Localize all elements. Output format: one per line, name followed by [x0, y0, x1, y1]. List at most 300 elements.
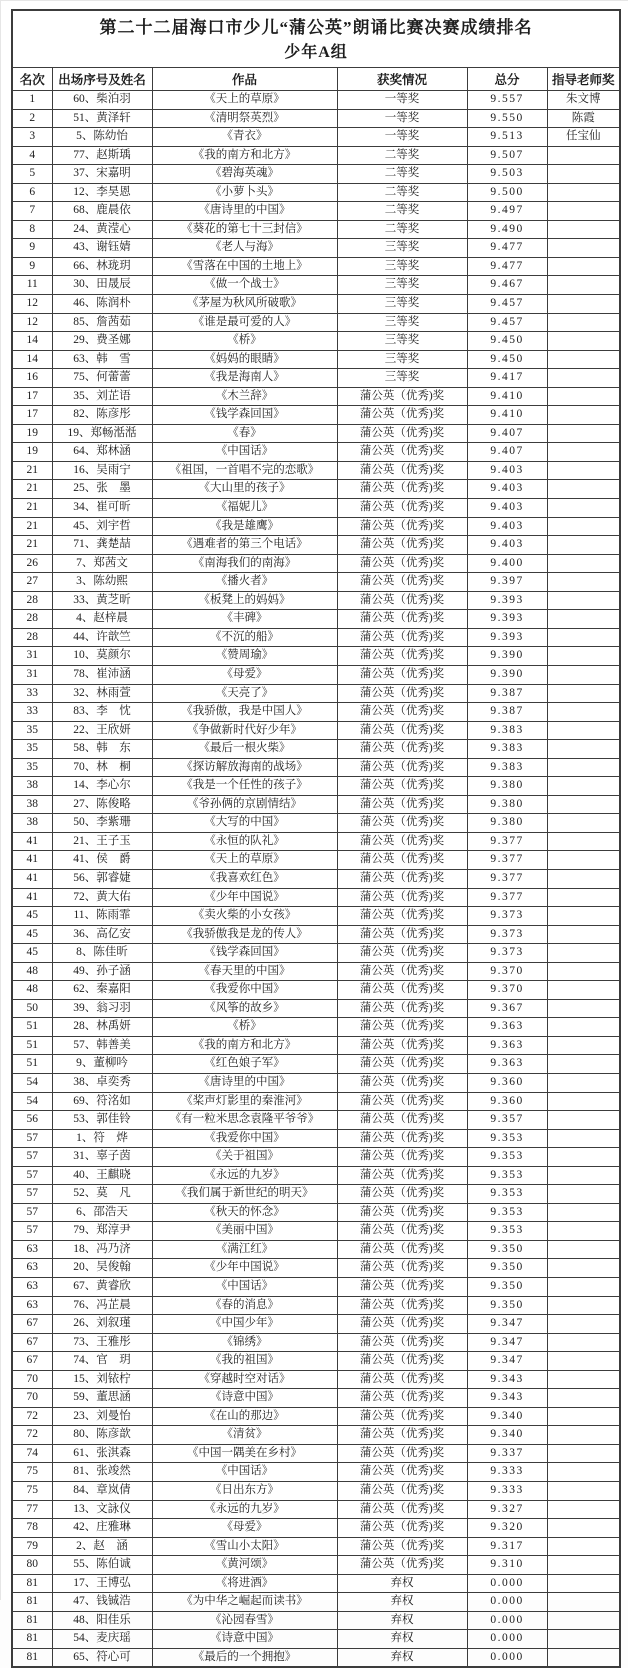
cell-entry: 31、辜子茵 — [52, 1148, 152, 1167]
cell-award: 蒲公英（优秀)奖 — [337, 1426, 467, 1445]
table-row — [12, 1389, 620, 1408]
column-header-teacher: 指导老师奖 — [547, 68, 620, 91]
cell-entry: 47、钱铖浩 — [52, 1593, 152, 1612]
cell-work: 《板凳上的妈妈》 — [152, 591, 337, 610]
cell-teacher — [547, 740, 620, 759]
cell-work: 《在山的那边》 — [152, 1407, 337, 1426]
table-row — [12, 1111, 620, 1130]
cell-rank: 38 — [12, 814, 52, 833]
cell-entry: 71、龚楚喆 — [52, 536, 152, 555]
cell-award: 蒲公英（优秀)奖 — [337, 443, 467, 462]
cell-work: 《少年中国说》 — [152, 1259, 337, 1278]
cell-work: 《关于祖国》 — [152, 1148, 337, 1167]
cell-score: 9.353 — [467, 1129, 547, 1148]
cell-work: 《天上的草原》 — [152, 851, 337, 870]
table-row — [12, 869, 620, 888]
cell-award: 二等奖 — [337, 146, 467, 165]
cell-teacher — [547, 591, 620, 610]
cell-award: 蒲公英（优秀)奖 — [337, 480, 467, 499]
table-row — [12, 1166, 620, 1185]
cell-rank: 45 — [12, 925, 52, 944]
cell-score: 9.403 — [467, 461, 547, 480]
cell-entry: 62、秦嘉阳 — [52, 981, 152, 1000]
cell-teacher — [547, 814, 620, 833]
table-row — [12, 276, 620, 295]
cell-work: 《少年中国说》 — [152, 888, 337, 907]
cell-work: 《我的祖国》 — [152, 1352, 337, 1371]
cell-award: 蒲公英（优秀)奖 — [337, 536, 467, 555]
cell-award: 蒲公英（优秀)奖 — [337, 406, 467, 425]
cell-award: 蒲公英（优秀)奖 — [337, 777, 467, 796]
cell-score: 9.457 — [467, 313, 547, 332]
cell-rank: 51 — [12, 1018, 52, 1037]
cell-teacher — [547, 499, 620, 518]
cell-work: 《永恒的队礼》 — [152, 832, 337, 851]
cell-award: 二等奖 — [337, 183, 467, 202]
table-row — [12, 1556, 620, 1575]
cell-score: 9.397 — [467, 573, 547, 592]
cell-score: 9.350 — [467, 1278, 547, 1297]
cell-award: 蒲公英（优秀)奖 — [337, 925, 467, 944]
cell-rank: 2 — [12, 109, 52, 128]
cell-entry: 25、张 墨 — [52, 480, 152, 499]
cell-award: 二等奖 — [337, 165, 467, 184]
table-row — [12, 313, 620, 332]
cell-entry: 44、许歆竺 — [52, 628, 152, 647]
cell-rank: 21 — [12, 517, 52, 536]
cell-teacher — [547, 1129, 620, 1148]
table-row — [12, 165, 620, 184]
cell-award: 蒲公英（优秀)奖 — [337, 795, 467, 814]
table-row — [12, 109, 620, 128]
cell-entry: 76、冯芷晨 — [52, 1296, 152, 1315]
table-row — [12, 1370, 620, 1389]
cell-award: 蒲公英（优秀)奖 — [337, 999, 467, 1018]
cell-award: 蒲公英（优秀)奖 — [337, 628, 467, 647]
cell-award: 蒲公英（优秀)奖 — [337, 1463, 467, 1482]
table-row — [12, 1593, 620, 1612]
cell-award: 三等奖 — [337, 350, 467, 369]
cell-teacher — [547, 239, 620, 258]
cell-rank: 17 — [12, 406, 52, 425]
cell-teacher — [547, 907, 620, 926]
cell-rank: 16 — [12, 369, 52, 388]
cell-teacher — [547, 1352, 620, 1371]
cell-award: 蒲公英（优秀)奖 — [337, 499, 467, 518]
cell-work: 《我是海南人》 — [152, 369, 337, 388]
cell-teacher — [547, 1537, 620, 1556]
cell-score: 9.550 — [467, 109, 547, 128]
cell-award: 蒲公英（优秀)奖 — [337, 832, 467, 851]
cell-work: 《风筝的故乡》 — [152, 999, 337, 1018]
cell-work: 《秋天的怀念》 — [152, 1203, 337, 1222]
cell-teacher — [547, 424, 620, 443]
cell-entry: 39、翁习羽 — [52, 999, 152, 1018]
cell-score: 9.380 — [467, 777, 547, 796]
cell-work: 《葵花的第七十三封信》 — [152, 220, 337, 239]
cell-work: 《老人与海》 — [152, 239, 337, 258]
cell-award: 三等奖 — [337, 239, 467, 258]
cell-award: 蒲公英（优秀)奖 — [337, 1482, 467, 1501]
table-row — [12, 517, 620, 536]
cell-award: 蒲公英（优秀)奖 — [337, 1148, 467, 1167]
cell-teacher — [547, 777, 620, 796]
cell-score: 9.353 — [467, 1203, 547, 1222]
cell-entry: 41、侯 爵 — [52, 851, 152, 870]
cell-award: 蒲公英（优秀)奖 — [337, 851, 467, 870]
table-row — [12, 907, 620, 926]
cell-rank: 81 — [12, 1593, 52, 1612]
cell-teacher — [547, 1240, 620, 1259]
document-title-cell — [12, 10, 620, 68]
cell-award: 蒲公英（优秀)奖 — [337, 944, 467, 963]
cell-work: 《我爱你中国》 — [152, 1129, 337, 1148]
cell-teacher — [547, 1111, 620, 1130]
cell-entry: 28、林禹妍 — [52, 1018, 152, 1037]
cell-entry: 84、章岚倩 — [52, 1482, 152, 1501]
cell-score: 9.353 — [467, 1222, 547, 1241]
cell-teacher — [547, 220, 620, 239]
table-row — [12, 1092, 620, 1111]
cell-award: 蒲公英（优秀)奖 — [337, 424, 467, 443]
cell-award: 三等奖 — [337, 332, 467, 351]
cell-teacher — [547, 1018, 620, 1037]
cell-rank: 57 — [12, 1148, 52, 1167]
cell-score: 9.393 — [467, 610, 547, 629]
cell-work: 《争做新时代好少年》 — [152, 721, 337, 740]
cell-award: 蒲公英（优秀)奖 — [337, 869, 467, 888]
table-row — [12, 573, 620, 592]
cell-work: 《我是一个任性的孩子》 — [152, 777, 337, 796]
cell-award: 蒲公英（优秀)奖 — [337, 1018, 467, 1037]
cell-entry: 64、郑林涵 — [52, 443, 152, 462]
cell-work: 《为中华之崛起而读书》 — [152, 1593, 337, 1612]
cell-entry: 63、韩 雪 — [52, 350, 152, 369]
cell-rank: 63 — [12, 1259, 52, 1278]
cell-award: 二等奖 — [337, 220, 467, 239]
table-row — [12, 461, 620, 480]
cell-entry: 80、陈彦歆 — [52, 1426, 152, 1445]
cell-award: 蒲公英（优秀)奖 — [337, 1333, 467, 1352]
cell-teacher — [547, 1315, 620, 1334]
cell-award: 蒲公英（优秀)奖 — [337, 1240, 467, 1259]
cell-score: 9.407 — [467, 424, 547, 443]
cell-teacher — [547, 1630, 620, 1649]
cell-score: 9.377 — [467, 851, 547, 870]
cell-rank: 21 — [12, 480, 52, 499]
cell-work: 《美丽中国》 — [152, 1222, 337, 1241]
cell-entry: 82、陈彦彤 — [52, 406, 152, 425]
cell-entry: 46、陈润朴 — [52, 295, 152, 314]
cell-score: 0.000 — [467, 1593, 547, 1612]
cell-award: 蒲公英（优秀)奖 — [337, 962, 467, 981]
cell-award: 蒲公英（优秀)奖 — [337, 814, 467, 833]
cell-rank: 81 — [12, 1648, 52, 1667]
cell-work: 《永远的九岁》 — [152, 1500, 337, 1519]
cell-teacher — [547, 1278, 620, 1297]
cell-entry: 50、李紫珊 — [52, 814, 152, 833]
table-header-row — [12, 68, 620, 91]
cell-entry: 6、邵浩天 — [52, 1203, 152, 1222]
cell-entry: 2、赵 涵 — [52, 1537, 152, 1556]
cell-work: 《做一个战士》 — [152, 276, 337, 295]
cell-score: 9.450 — [467, 332, 547, 351]
cell-teacher — [547, 536, 620, 555]
cell-rank: 54 — [12, 1073, 52, 1092]
cell-rank: 72 — [12, 1407, 52, 1426]
cell-teacher — [547, 1148, 620, 1167]
cell-award: 蒲公英（优秀)奖 — [337, 1036, 467, 1055]
cell-award: 蒲公英（优秀)奖 — [337, 1296, 467, 1315]
cell-score: 9.497 — [467, 202, 547, 221]
cell-teacher — [547, 202, 620, 221]
cell-award: 蒲公英（优秀)奖 — [337, 1556, 467, 1575]
cell-rank: 63 — [12, 1278, 52, 1297]
cell-rank: 4 — [12, 146, 52, 165]
cell-rank: 67 — [12, 1333, 52, 1352]
cell-award: 蒲公英（优秀)奖 — [337, 647, 467, 666]
cell-work: 《最后的一个拥抱》 — [152, 1648, 337, 1667]
cell-teacher — [547, 1407, 620, 1426]
cell-rank: 48 — [12, 962, 52, 981]
cell-entry: 40、王麒晓 — [52, 1166, 152, 1185]
cell-teacher — [547, 1296, 620, 1315]
table-row — [12, 128, 620, 147]
cell-score: 9.377 — [467, 832, 547, 851]
cell-rank: 77 — [12, 1500, 52, 1519]
cell-work: 《我骄傲，我是中国人》 — [152, 703, 337, 722]
cell-work: 《唐诗里的中国》 — [152, 202, 337, 221]
cell-work: 《天亮了》 — [152, 684, 337, 703]
cell-teacher — [547, 1092, 620, 1111]
table-row — [12, 1185, 620, 1204]
cell-award: 蒲公英（优秀)奖 — [337, 1166, 467, 1185]
cell-teacher — [547, 1500, 620, 1519]
cell-score: 9.327 — [467, 1500, 547, 1519]
cell-score: 9.387 — [467, 703, 547, 722]
cell-score: 9.557 — [467, 91, 547, 110]
cell-rank: 41 — [12, 869, 52, 888]
cell-rank: 35 — [12, 721, 52, 740]
cell-teacher — [547, 1333, 620, 1352]
cell-teacher — [547, 1055, 620, 1074]
cell-teacher — [547, 295, 620, 314]
cell-score: 9.333 — [467, 1463, 547, 1482]
table-row — [12, 332, 620, 351]
column-header-rank: 名次 — [12, 68, 52, 91]
cell-score: 9.390 — [467, 665, 547, 684]
cell-work: 《穿越时空对话》 — [152, 1370, 337, 1389]
cell-award: 蒲公英（优秀)奖 — [337, 684, 467, 703]
cell-rank: 45 — [12, 944, 52, 963]
cell-work: 《锦绣》 — [152, 1333, 337, 1352]
cell-teacher — [547, 795, 620, 814]
cell-rank: 38 — [12, 777, 52, 796]
cell-award: 蒲公英（优秀)奖 — [337, 1203, 467, 1222]
cell-teacher — [547, 1463, 620, 1482]
cell-work: 《茅屋为秋风所破歌》 — [152, 295, 337, 314]
cell-entry: 66、林珑玥 — [52, 257, 152, 276]
cell-teacher — [547, 1648, 620, 1667]
cell-work: 《红色娘子军》 — [152, 1055, 337, 1074]
cell-score: 9.337 — [467, 1444, 547, 1463]
cell-rank: 57 — [12, 1166, 52, 1185]
cell-rank: 72 — [12, 1426, 52, 1445]
table-row — [12, 1296, 620, 1315]
cell-rank: 48 — [12, 981, 52, 1000]
cell-teacher — [547, 1259, 620, 1278]
cell-score: 9.467 — [467, 276, 547, 295]
cell-score: 9.373 — [467, 925, 547, 944]
cell-rank: 50 — [12, 999, 52, 1018]
cell-score: 9.507 — [467, 146, 547, 165]
table-row — [12, 424, 620, 443]
column-header-score: 总分 — [467, 68, 547, 91]
cell-work: 《诗意中国》 — [152, 1630, 337, 1649]
cell-work: 《满江红》 — [152, 1240, 337, 1259]
table-row — [12, 814, 620, 833]
cell-entry: 73、王雅彤 — [52, 1333, 152, 1352]
cell-entry: 42、庄雅琳 — [52, 1519, 152, 1538]
page-subtitle: 少年A组 — [284, 44, 348, 61]
cell-rank: 28 — [12, 610, 52, 629]
cell-teacher — [547, 1574, 620, 1593]
table-row — [12, 1018, 620, 1037]
cell-entry: 36、高亿安 — [52, 925, 152, 944]
table-row — [12, 202, 620, 221]
cell-score: 9.393 — [467, 591, 547, 610]
cell-rank: 31 — [12, 665, 52, 684]
cell-award: 蒲公英（优秀)奖 — [337, 1055, 467, 1074]
cell-score: 9.350 — [467, 1296, 547, 1315]
cell-entry: 78、崔沛涵 — [52, 665, 152, 684]
cell-rank: 14 — [12, 350, 52, 369]
cell-work: 《我骄傲我是龙的传人》 — [152, 925, 337, 944]
cell-work: 《木兰辞》 — [152, 387, 337, 406]
cell-award: 蒲公英（优秀)奖 — [337, 758, 467, 777]
table-row — [12, 851, 620, 870]
cell-rank: 12 — [12, 313, 52, 332]
cell-rank: 51 — [12, 1036, 52, 1055]
cell-work: 《播火者》 — [152, 573, 337, 592]
cell-score: 9.380 — [467, 795, 547, 814]
cell-work: 《谁是最可爱的人》 — [152, 313, 337, 332]
cell-score: 9.340 — [467, 1407, 547, 1426]
cell-rank: 51 — [12, 1055, 52, 1074]
cell-score: 9.450 — [467, 350, 547, 369]
title-row — [12, 10, 620, 68]
table-row — [12, 1611, 620, 1630]
cell-award: 三等奖 — [337, 257, 467, 276]
cell-teacher — [547, 925, 620, 944]
cell-teacher — [547, 313, 620, 332]
cell-score: 9.380 — [467, 814, 547, 833]
cell-entry: 68、鹿晨依 — [52, 202, 152, 221]
cell-award: 弃权 — [337, 1648, 467, 1667]
cell-teacher — [547, 703, 620, 722]
table-row — [12, 591, 620, 610]
table-row — [12, 721, 620, 740]
cell-rank: 3 — [12, 128, 52, 147]
cell-rank: 45 — [12, 907, 52, 926]
page-title: 第二十二届海口市少儿“蒲公英”朗诵比赛决赛成绩排名 — [99, 18, 533, 37]
cell-rank: 33 — [12, 684, 52, 703]
cell-work: 《春天里的中国》 — [152, 962, 337, 981]
cell-award: 蒲公英（优秀)奖 — [337, 1111, 467, 1130]
cell-teacher — [547, 146, 620, 165]
cell-score: 9.410 — [467, 387, 547, 406]
cell-rank: 35 — [12, 758, 52, 777]
cell-award: 蒲公英（优秀)奖 — [337, 1370, 467, 1389]
cell-work: 《南海我们的南海》 — [152, 554, 337, 573]
cell-score: 9.393 — [467, 628, 547, 647]
cell-rank: 17 — [12, 387, 52, 406]
cell-score: 9.353 — [467, 1185, 547, 1204]
cell-award: 蒲公英（优秀)奖 — [337, 703, 467, 722]
cell-score: 9.320 — [467, 1519, 547, 1538]
cell-score: 9.310 — [467, 1556, 547, 1575]
cell-work: 《我爱你中国》 — [152, 981, 337, 1000]
cell-rank: 5 — [12, 165, 52, 184]
table-row — [12, 91, 620, 110]
cell-teacher — [547, 888, 620, 907]
cell-teacher — [547, 1556, 620, 1575]
cell-rank: 78 — [12, 1519, 52, 1538]
cell-award: 一等奖 — [337, 91, 467, 110]
cell-rank: 57 — [12, 1222, 52, 1241]
cell-score: 9.513 — [467, 128, 547, 147]
table-row — [12, 925, 620, 944]
cell-rank: 28 — [12, 591, 52, 610]
cell-entry: 52、莫 凡 — [52, 1185, 152, 1204]
cell-score: 9.317 — [467, 1537, 547, 1556]
cell-teacher — [547, 721, 620, 740]
cell-entry: 72、黄大佑 — [52, 888, 152, 907]
cell-work: 《日出东方》 — [152, 1482, 337, 1501]
table-row — [12, 740, 620, 759]
cell-rank: 63 — [12, 1296, 52, 1315]
cell-score: 9.477 — [467, 239, 547, 258]
table-row — [12, 239, 620, 258]
cell-award: 弃权 — [337, 1574, 467, 1593]
cell-score: 9.367 — [467, 999, 547, 1018]
table-row — [12, 1222, 620, 1241]
cell-entry: 16、吴雨宁 — [52, 461, 152, 480]
cell-score: 0.000 — [467, 1630, 547, 1649]
cell-entry: 4、赵梓晨 — [52, 610, 152, 629]
cell-award: 蒲公英（优秀)奖 — [337, 740, 467, 759]
cell-teacher — [547, 350, 620, 369]
cell-teacher: 朱文博 — [547, 91, 620, 110]
cell-entry: 37、宋嘉明 — [52, 165, 152, 184]
cell-teacher — [547, 1389, 620, 1408]
table-row — [12, 962, 620, 981]
table-row — [12, 1352, 620, 1371]
cell-rank: 57 — [12, 1185, 52, 1204]
cell-work: 《沁园春雪》 — [152, 1611, 337, 1630]
cell-work: 《福妮儿》 — [152, 499, 337, 518]
cell-score: 9.370 — [467, 962, 547, 981]
table-row — [12, 1148, 620, 1167]
cell-work: 《有一粒米思念袁隆平爷爷》 — [152, 1111, 337, 1130]
cell-work: 《雪山小太阳》 — [152, 1537, 337, 1556]
cell-score: 0.000 — [467, 1574, 547, 1593]
cell-entry: 54、麦庆瑶 — [52, 1630, 152, 1649]
cell-rank: 35 — [12, 740, 52, 759]
cell-award: 一等奖 — [337, 128, 467, 147]
cell-award: 蒲公英（优秀)奖 — [337, 1315, 467, 1334]
cell-award: 蒲公英（优秀)奖 — [337, 888, 467, 907]
